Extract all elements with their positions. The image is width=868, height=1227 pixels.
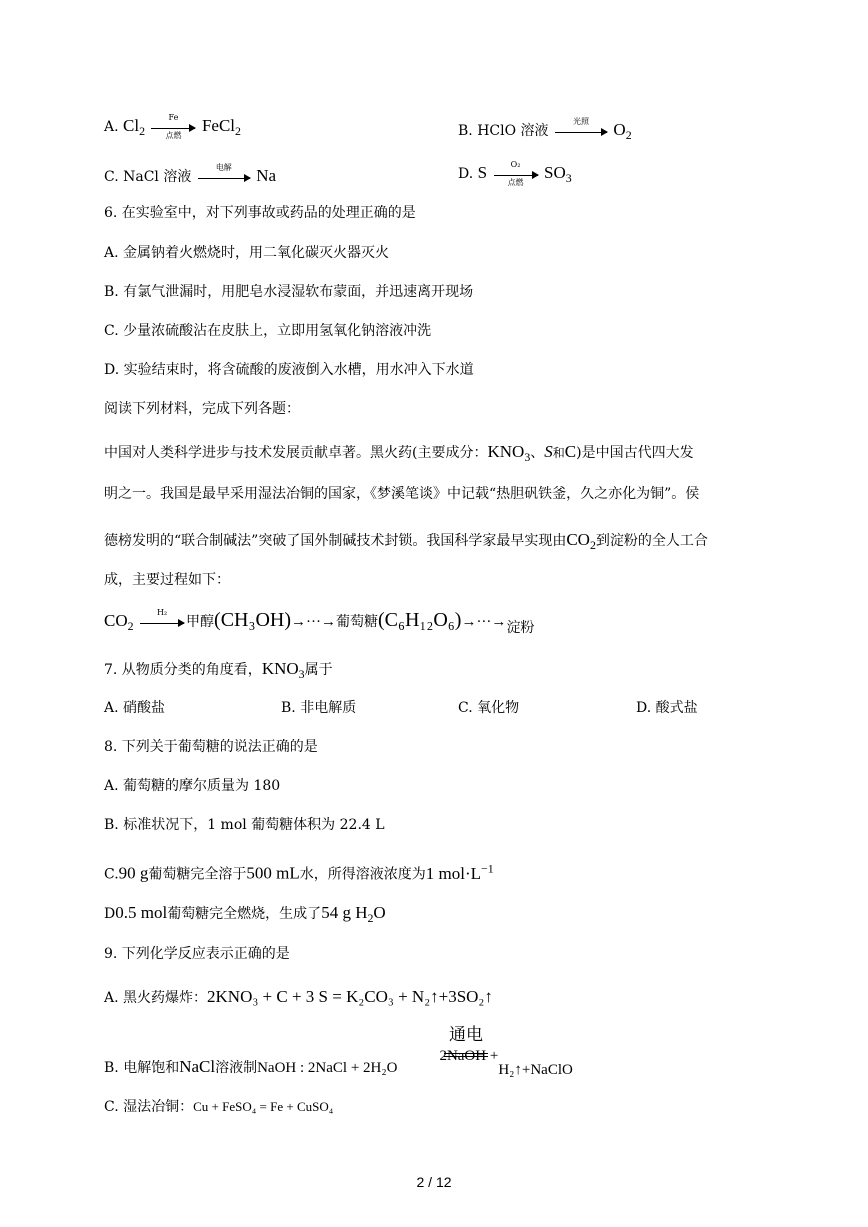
- reading-line-2: 明之一。我国是最早采用湿法冶铜的国家，《梦溪笔谈》中记载“热胆矾铁釜，久之亦化为铜”。侯: [104, 486, 700, 502]
- reaction-arrow: 电解: [198, 175, 250, 179]
- reading-line-3: 德榜发明的“联合制碱法”突破了国外制碱技术封锁。我国科学家最早实现由$CO_2$到淀粉的全人工合: [104, 530, 708, 553]
- page-number: 2 / 12: [416, 1174, 452, 1190]
- q6-option-a: A. 金属钠着火燃烧时，用二氧化碳灭火器灭火: [104, 245, 390, 261]
- q9-option-c: C. 湿法冶铜：Cu + FeSO₄ = Fe + CuSO₄: [104, 1099, 334, 1115]
- q6-option-b: B. 有氯气泄漏时，用肥皂水浸湿软布蒙面，并迅速离开现场: [104, 284, 474, 300]
- electrolysis-condition: 通电: [444, 1025, 488, 1065]
- reaction-arrow: O₂ 点燃: [494, 172, 538, 176]
- q8-option-c: C.90 g葡萄糖完全溶于500 mL水，所得溶液浓度为1 $mol\cdot L^{-1}$: [104, 861, 494, 883]
- reaction-arrow: 光照: [555, 129, 607, 133]
- q8-option-a: A. 葡萄糖的摩尔质量为 180: [104, 778, 281, 794]
- q6-option-c: C. 少量浓硫酸沾在皮肤上，立即用氢氧化钠溶液冲洗: [104, 323, 432, 339]
- q9-stem: 9. 下列化学反应表示正确的是: [104, 946, 290, 962]
- q7-option-c: C. 氧化物: [458, 700, 520, 716]
- q6-option-d: D. 实验结束时，将含硫酸的废液倒入水槽，用水冲入下水道: [104, 362, 474, 378]
- synthesis-flow: $CO_2$ H₂ 甲醇(CH₃OH)→···→葡萄糖(C₆H₁₂O₆)→···→淀粉: [104, 608, 535, 636]
- q8-option-d: D0.5 mol葡萄糖完全燃烧，生成了54 g $H_2O$: [104, 903, 386, 926]
- q5-option-b: B. HClO 溶液 光照 $O_2$: [458, 117, 632, 143]
- q6-stem: 6. 在实验室中，对下列事故或药品的处理正确的是: [104, 205, 416, 221]
- q7-stem: 7. 从物质分类的角度看，$KNO_3$属于: [104, 659, 333, 682]
- q9-option-b: B. 电解饱和NaCl溶液制NaOH : 2NaCl + 2H₂O2NaOH +H₂↑+NaClO: [104, 1048, 573, 1078]
- q9-option-a: A. 黑火药爆炸：2KNO₃ + C + 3 S = K₂CO₃ + N₂↑+3SO₂↑: [104, 987, 493, 1006]
- reading-line-1: 中国对人类科学进步与技术发展贡献卓著。黑火药(主要成分：$KNO_3$、S和C)是中国古代四大发: [104, 442, 694, 465]
- q7-option-a: A. 硝酸盐: [104, 700, 166, 716]
- reading-intro: 阅读下列材料，完成下列各题：: [104, 401, 300, 417]
- reaction-arrow: Fe 点燃: [151, 125, 195, 129]
- q7-option-d: D. 酸式盐: [636, 700, 698, 716]
- q5-option-c: C. NaCl 溶液 电解 Na: [104, 163, 277, 185]
- reaction-arrow: H₂: [140, 620, 184, 624]
- q8-stem: 8. 下列关于葡萄糖的说法正确的是: [104, 739, 318, 755]
- reading-line-4: 成，主要过程如下：: [104, 572, 230, 588]
- q5-option-a: A. $Cl_2$ Fe 点燃 FeCl$_2$: [104, 113, 241, 140]
- q8-option-b: B. 标准状况下，1 mol 葡萄糖体积为 22.4 L: [104, 817, 385, 833]
- q7-option-b: B. 非电解质: [281, 700, 357, 716]
- q5-option-d: D. S O₂ 点燃 $SO_3$: [458, 160, 572, 187]
